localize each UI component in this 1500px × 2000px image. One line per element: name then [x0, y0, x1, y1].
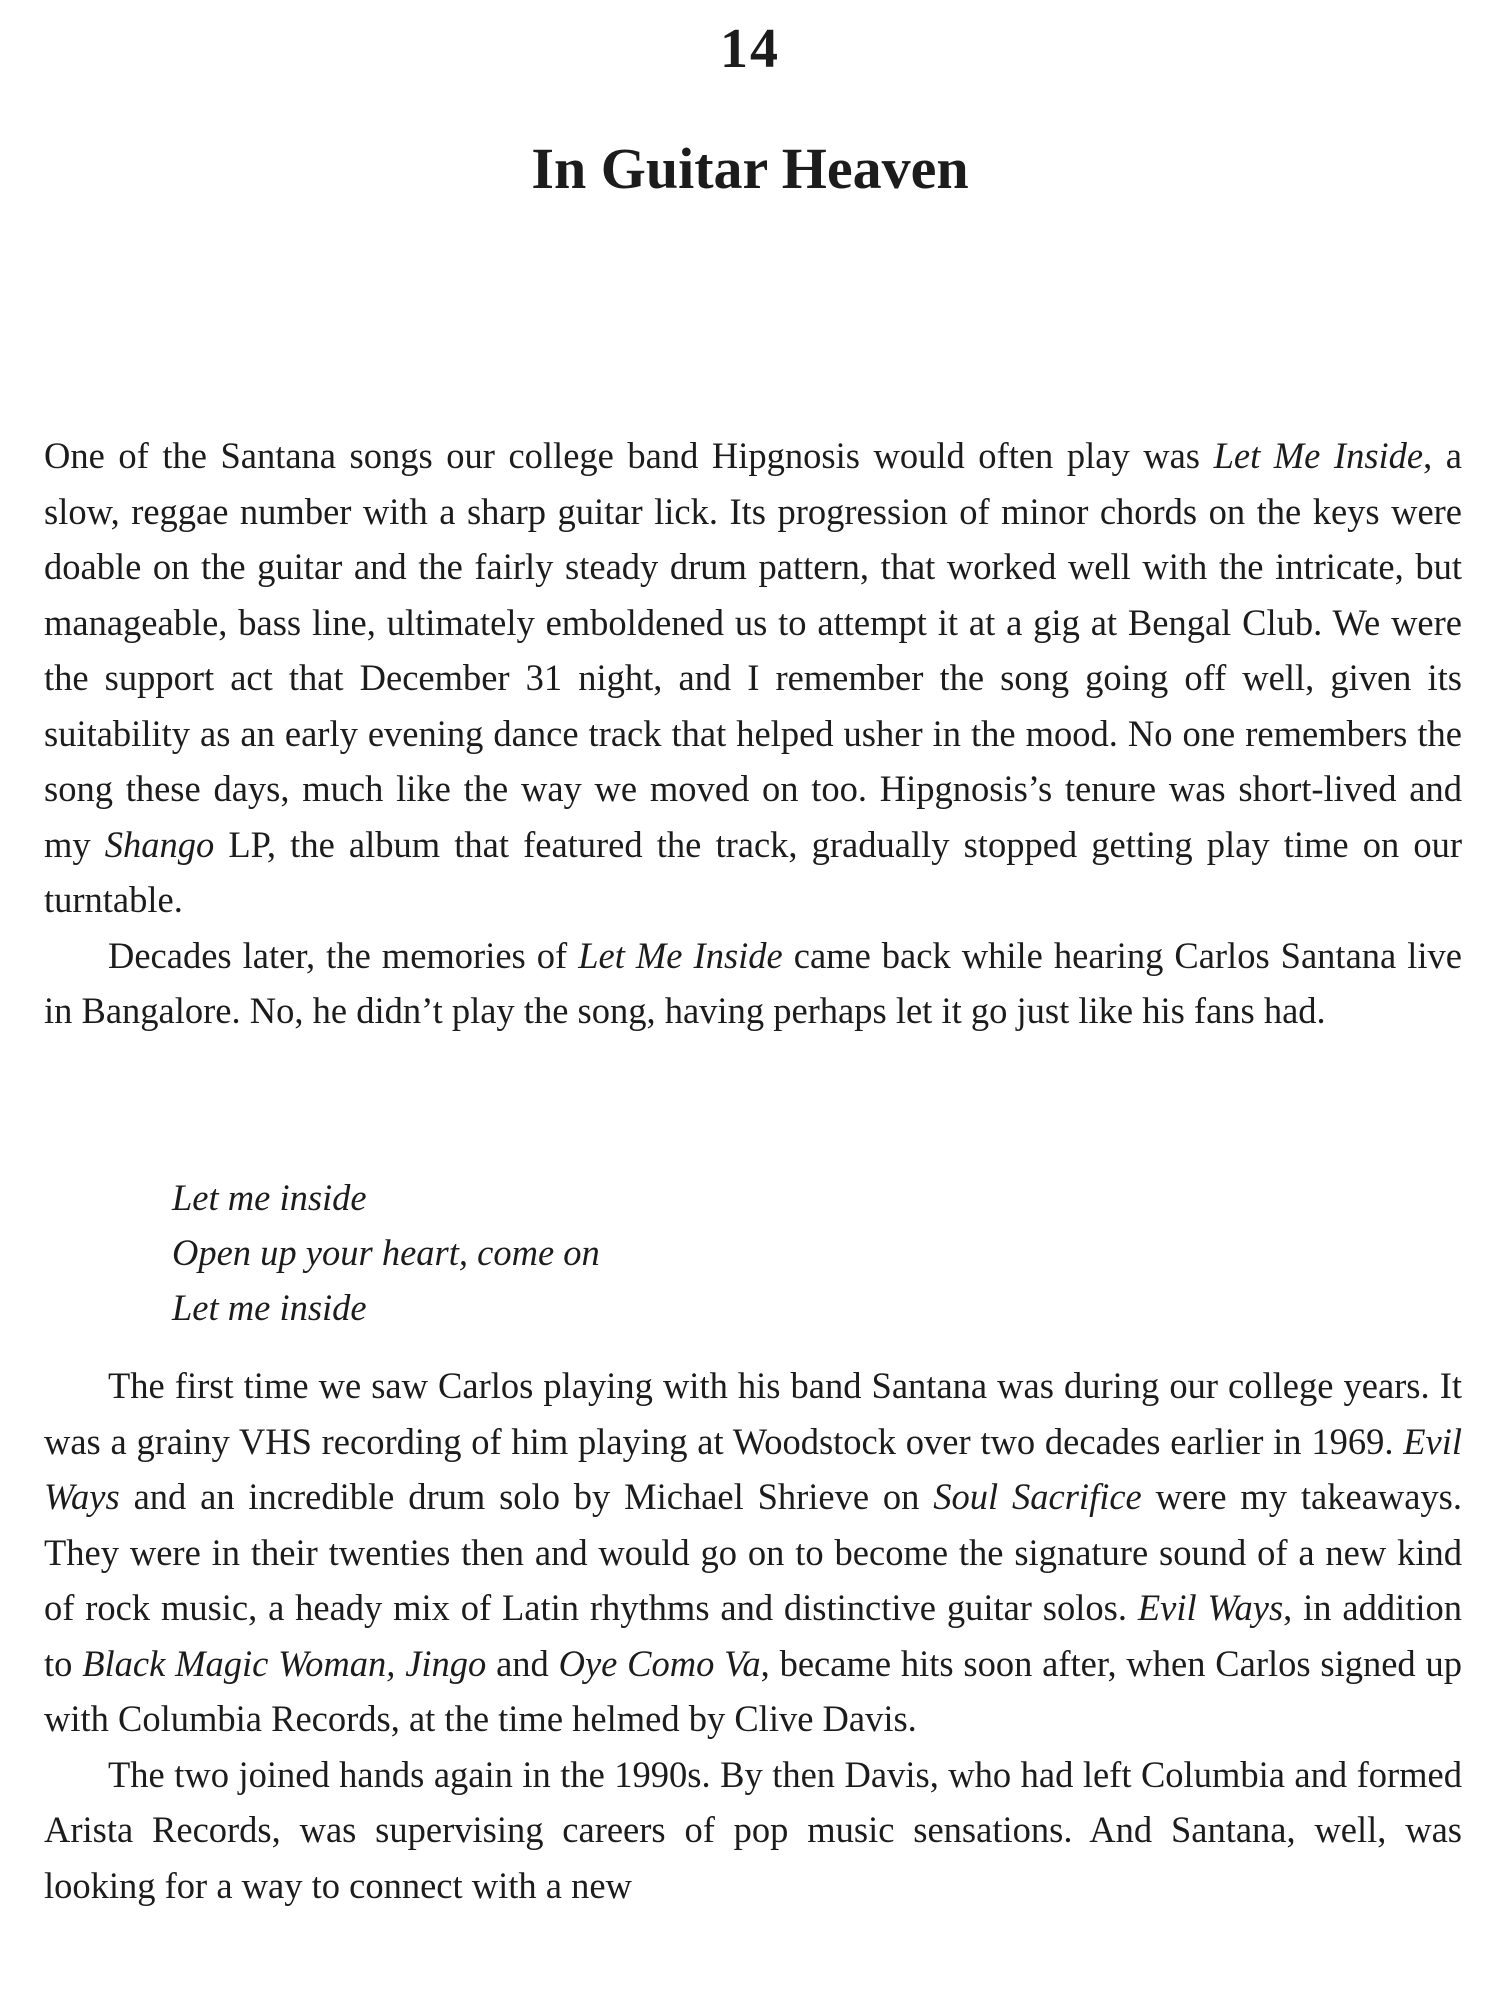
paragraph-1: [44, 428, 1462, 928]
text-run: One of the Santana songs our college band Hipgnosis would often play was: [44, 435, 1214, 476]
text-run: were my takeaways. They were in their twenties then and would go on to become the signature sound of a new kind of rock music, a heady mix of Latin rhythms and distinctive guitar solos.: [44, 1476, 1463, 1628]
text-run: and: [486, 1642, 559, 1684]
verse-line: Let me inside: [172, 1287, 367, 1328]
verse-line: Open up your heart, come on: [172, 1232, 600, 1273]
body-text-lower: [44, 1358, 1462, 1913]
text-run: LP, the album that featured the track, gradually stopped getting play time on our turntable.: [44, 823, 1462, 920]
chapter-title: In Guitar Heaven: [531, 136, 969, 201]
italic-title-text: Evil Ways: [44, 1420, 1462, 1517]
text-run: Decades later, the memories of: [108, 934, 579, 976]
text-run: The first time we saw Carlos playing with his band Santana was during our college years. It was a grainy VHS recording of him playing at Woodstock over two decades earlier in 1969.: [44, 1365, 1462, 1462]
italic-title-text: Oye Como Va: [558, 1642, 761, 1684]
italic-title-text: Let Me Inside: [578, 934, 783, 976]
text-run: , in addition to: [44, 1587, 1462, 1684]
italic-title-text: Black Magic Woman, Jingo: [82, 1642, 487, 1684]
paragraph-2: [44, 928, 1462, 1039]
italic-title-text: Soul Sacrifice: [933, 1476, 1142, 1517]
song-lyrics-verse: [172, 1170, 1072, 1335]
text-run: , became hits soon after, when Carlos signed up with Columbia Records, at the time helmed by Clive Davis.: [44, 1642, 1462, 1739]
paragraph-3: [44, 1358, 1462, 1747]
paragraph-4: [44, 1747, 1462, 1914]
text-run: and an incredible drum solo by Michael Shrieve on: [119, 1476, 934, 1517]
verse-line: Let me inside: [172, 1177, 367, 1218]
text-run: came back while hearing Carlos Santana live in Bangalore. No, he didn’t play the song, having perhaps let it go just like his fans had.: [44, 934, 1462, 1031]
text-run: The two joined hands again in the 1990s. By then Davis, who had left Columbia and formed Arista Records, was supervising careers of pop music sensations. And Santana, well, was looking for a way to connect with a new: [44, 1753, 1462, 1906]
chapter-number: 14: [720, 18, 780, 80]
italic-title-text: Let Me Inside: [1213, 435, 1424, 476]
italic-title-text: Shango: [104, 823, 215, 865]
body-text-upper: [44, 428, 1462, 1039]
italic-title-text: Evil Ways: [1137, 1587, 1284, 1628]
text-run: , a slow, reggae number with a sharp guitar lick. Its progression of minor chords on the keys were doable on the guitar and the fairly steady drum pattern, that worked well with the intricate, but manageable, bass line, ultimately emboldened us to attempt it at a gig at Bengal Club. We were the support act that December 31 night, and I remember the song going off well, given its suitability as an early evening dance track that helped usher in the mood. No one remembers the song these days, much like the way we moved on too. Hipgnosis’s tenure was short-lived and my: [44, 435, 1463, 865]
